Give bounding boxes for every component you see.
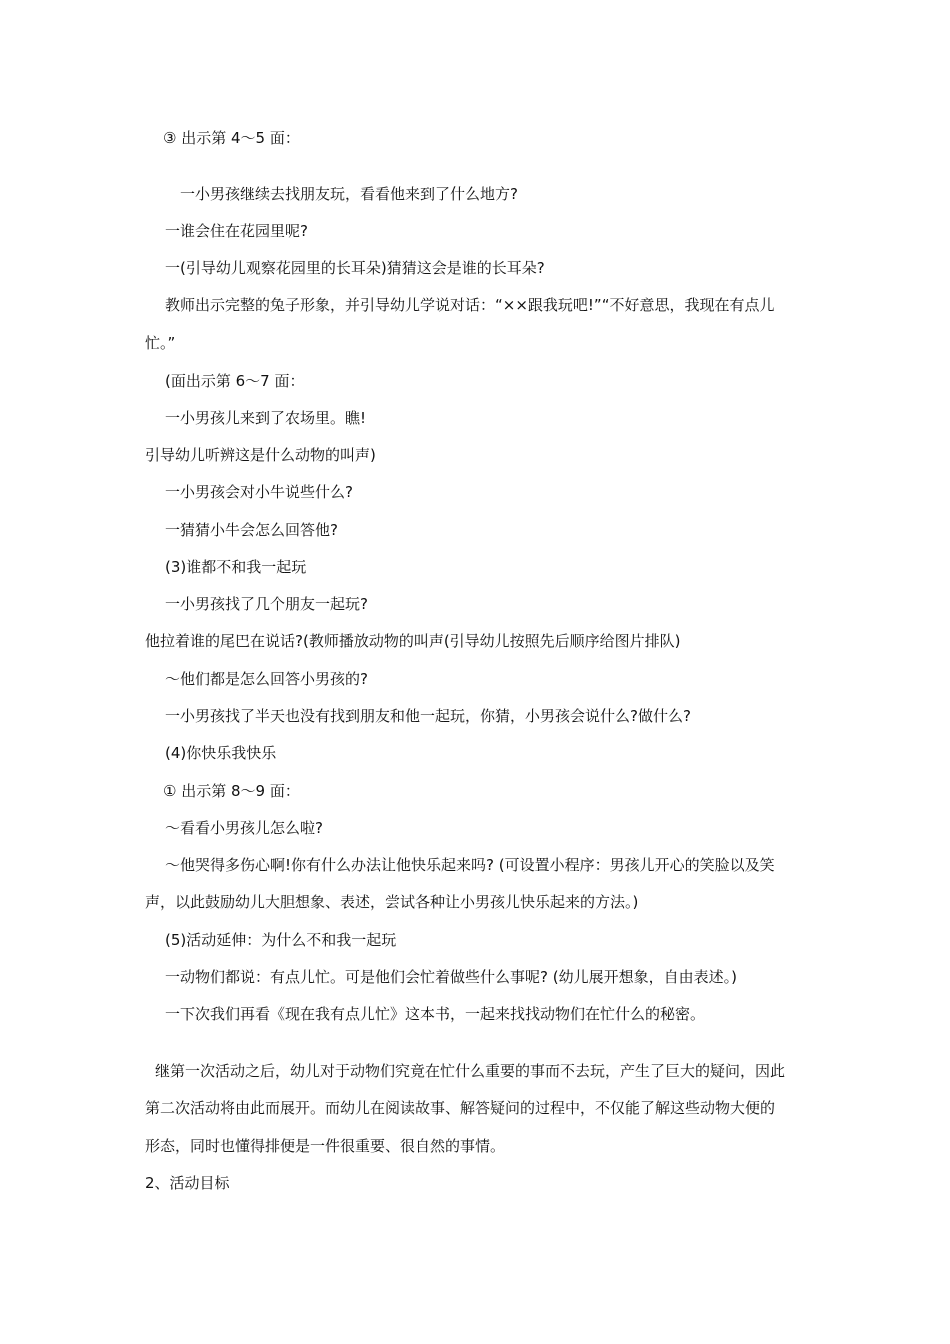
text-line: 他拉着谁的尾巴在说话?(教师播放动物的叫声(引导幼儿按照先后顺序给图片排队): [145, 632, 681, 650]
text-line: 一小男孩会对小牛说些什么?: [165, 483, 353, 501]
text-line: 形态，同时也懂得排便是一件很重要、很自然的事情。: [145, 1137, 506, 1155]
text-line: 声，以此鼓励幼儿大胆想象、表述，尝试各种让小男孩儿快乐起来的方法。): [145, 893, 639, 911]
text-line: (5)活动延伸：为什么不和我一起玩: [165, 931, 397, 949]
text-line: 一小男孩找了几个朋友一起玩?: [165, 595, 368, 613]
text-line: 一猜猜小牛会怎么回答他?: [165, 521, 338, 539]
text-line: (4)你快乐我快乐: [165, 744, 277, 762]
section-heading: 2、活动目标: [145, 1174, 230, 1192]
text-line: 一小男孩儿来到了农场里。瞧!: [165, 409, 367, 427]
text-line: 第二次活动将由此而展开。而幼儿在阅读故事、解答疑问的过程中，不仅能了解这些动物大便的: [145, 1099, 776, 1117]
text-line: ～看看小男孩儿怎么啦?: [165, 819, 323, 837]
text-line: (3)谁都不和我一起玩: [165, 558, 307, 576]
text-line: (面出示第 6～7 面：: [165, 372, 305, 390]
text-line: 一(引导幼儿观察花园里的长耳朵)猜猜这会是谁的长耳朵?: [165, 259, 545, 277]
text-line: 一小男孩继续去找朋友玩，看看他来到了什么地方?: [180, 185, 518, 203]
text-line: 一动物们都说：有点儿忙。可是他们会忙着做些什么事呢? (幼儿展开想象，自由表述。): [165, 968, 737, 986]
text-line: 教师出示完整的兔子形象，并引导幼儿学说对话：“××跟我玩吧!”“不好意思，我现在有点儿: [165, 296, 775, 314]
text-line: 忙。”: [145, 334, 176, 352]
text-line: 一下次我们再看《现在我有点儿忙》这本书，一起来找找动物们在忙什么的秘密。: [165, 1005, 706, 1023]
text-line: ③ 出示第 4～5 面：: [163, 129, 300, 147]
text-line: 引导幼儿听辨这是什么动物的叫声): [145, 446, 376, 464]
text-line: ① 出示第 8～9 面：: [163, 782, 300, 800]
text-line: ～他们都是怎么回答小男孩的?: [165, 670, 368, 688]
text-line: 一谁会住在花园里呢?: [165, 222, 308, 240]
text-line: ～他哭得多伤心啊!你有什么办法让他快乐起来吗? (可设置小程序：男孩儿开心的笑脸以及笑: [165, 856, 775, 874]
text-line: 一小男孩找了半天也没有找到朋友和他一起玩，你猜，小男孩会说什么?做什么?: [165, 707, 691, 725]
text-line: 继第一次活动之后，幼儿对于动物们究竟在忙什么重要的事而不去玩，产生了巨大的疑问，因此: [155, 1062, 786, 1080]
